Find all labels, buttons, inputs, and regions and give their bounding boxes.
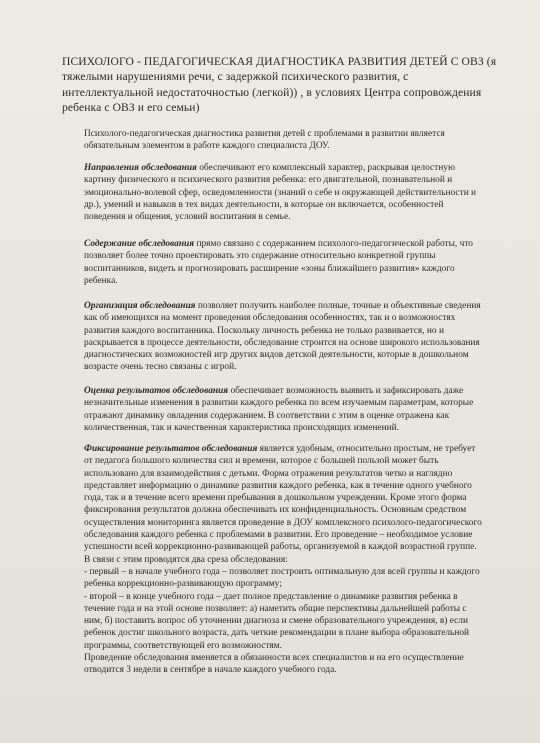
list-item: - первый – в начале учебного года – позволяет построить оптимальную для всей группы и каждого ребенка коррекционно-развивающую программу; — [84, 566, 480, 590]
document-title: ПСИХОЛОГО - ПЕДАГОГИЧЕСКАЯ ДИАГНОСТИКА РАЗВИТИЯ ДЕТЕЙ С ОВЗ (я тяжелыми нарушениями речи, с задержкой психического развития, с интеллектуальной недостаточностью (легкой)) , в условиях Центра сопровождения ребенка с ОВЗ и его семьи) — [62, 55, 497, 115]
closing-paragraph: Проведение обследования вменяется в обязанности всех специалистов и на его осуществление отводится 3 недели в сентябре в начале каждого учебного года. — [84, 653, 464, 676]
section-organization-text — [84, 300, 484, 374]
section-organization — [84, 300, 484, 374]
section-recording-lead: Фиксирование результатов обследования — [84, 444, 258, 454]
section-organization-body: позволяет получить наиболее полные, точные и объективные сведения как об имеющихся на момент проведения обследования особенностях, так и о возможностях развития каждого воспитанника. Поскольку личность ребенка не только развивается, но и раскрывается в процессе деятельности, обследование строится на основе широкого использования диагностических возможностей игр других видов детской деятельности, которые в дошкольном возрасте очень тесно связаны с игрой. — [84, 301, 481, 373]
section-recording — [84, 443, 484, 677]
section-content-body: прямо связано с содержанием психолого-педагогической работы, что позволяет более точно проектировать это содержание относительно конкретной группы воспитанников, видеть и прогнозировать расширение «зоны ближайшего развития» каждого ребенка. — [84, 239, 473, 286]
section-content-lead: Содержание обследования — [84, 239, 195, 249]
list-item: - второй – в конце учебного года – дает полное представление о динамике развития ребенка в течение года и на этой основе позволяет: а) наметить общие перспективы дальнейшей работы с ним, б) поставить вопрос об уточнении диагноза и смене образовательного учреждения, в) если ребенок достиг школьного возраста, дать четкие рекомендации в плане выбора образовательной программы, соответствующей его возможностям. — [84, 591, 470, 651]
section-organization-lead: Организация обследования — [84, 301, 196, 311]
section-content-text — [84, 238, 484, 287]
section-content — [84, 238, 484, 287]
section-directions-text — [84, 162, 484, 223]
intro-text: Психолого-педагогическая диагностика развития детей с проблемами в развитии является обязательным элементом в работе каждого специалиста ДОУ. — [84, 129, 445, 152]
section-recording-text — [84, 443, 484, 566]
section-evaluation-lead: Оценка результатов обследования — [84, 386, 229, 396]
section-evaluation-body: обеспечивает возможность выявить и зафиксировать даже незначительные изменения в развитии каждого ребенка по всем изучаемым параметрам, которые отражают динамику овладения содержанием. В соответствии с этим в оценке отражена как количественная, так и качественная характеристика происходящих изменений. — [84, 386, 474, 433]
section-evaluation — [84, 385, 484, 434]
section-directions-lead: Направления обследования — [84, 163, 197, 173]
section-directions-body: обеспечивают его комплексный характер, раскрывая целостную картину физического и психического развития ребенка: его двигательной, познавательной и эмоционально-волевой сфер, осведомленности (знаний о себе и окружающей действительности и др.), умений и навыков в тех видах деятельности, в которые он включается, особенностей поведения и общения, условий воспитания в семье. — [84, 163, 477, 223]
section-recording-body: является удобным, относительно простым, не требует от педагога большого количества сил и времени, которое с большей пользой может быть использовано для взаимодействия с детьми. Форма отражения результатов четко и наглядно представляет информацию о динамике развития каждого ребенка, как в течение одного учебного года, так и в течение всего времени пребывания в дошкольном учреждении. Кроме этого форма фиксирования результатов должна обеспечивать их конфиденциальность. Основным средством осуществления мониторинга является проведение в ДОУ комплексного психолого-педагогического обследования каждого ребенка с проблемами в развитии. Его проведение – необходимое условие успешности всей коррекционно-развивающей работы, организуемой в каждой возрастной группе. В связи с этим проводятся два среза обследования: — [84, 444, 482, 565]
section-evaluation-text — [84, 385, 484, 434]
section-directions — [84, 162, 484, 223]
intro-paragraph — [84, 128, 484, 153]
